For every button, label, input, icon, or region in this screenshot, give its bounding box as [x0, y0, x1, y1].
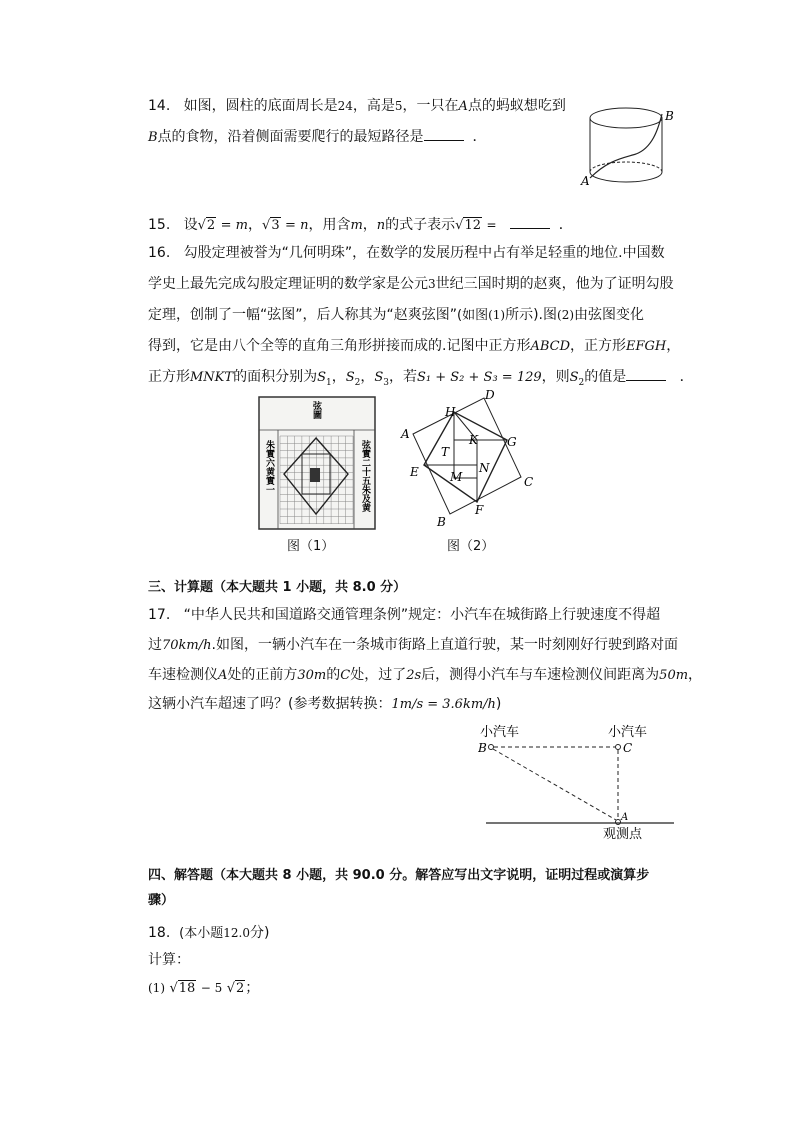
q16-text: 的值是 [584, 369, 627, 385]
q15-line [148, 214, 573, 236]
q17-distance-50: 50m [659, 668, 689, 683]
q18-number: 18. [148, 925, 171, 941]
q16-text: 勾股定理被誉为“几何明珠”，在数学的发展历程中占有举足轻重的地位.中国数 [183, 245, 665, 261]
q17-text: 后，测得小汽车与车速检测仪间距离为 [421, 667, 660, 683]
section-4-heading: 四、解答题（本大题共 8 小题，共 90.0 分。解答应写出文字说明，证明过程或演算步 [148, 868, 650, 883]
square-mnkt: MNKT [190, 370, 234, 385]
q16-line-4 [148, 336, 680, 357]
q16-text: ，若 [389, 369, 417, 385]
q17-number: 17. [148, 607, 171, 623]
fig1-title: 弦圖 [311, 401, 321, 419]
q18-points: 12.0 [223, 926, 250, 940]
q16-period: ． [679, 369, 694, 385]
q18-item-number: (1) [148, 981, 165, 995]
q15-eq-m: = m [220, 218, 249, 233]
q17-line-2 [148, 635, 678, 656]
point-c-marker [616, 745, 621, 750]
s2-sub: 2 [578, 377, 585, 388]
s3-sub: 3 [383, 377, 389, 388]
cylinder-label-a: A [581, 174, 590, 188]
q16-fig-ref-1: (1) [488, 308, 506, 322]
q18-minus-5: − 5 [200, 981, 223, 995]
q17-speed-limit: 70km/h [162, 638, 212, 653]
ant-path [590, 114, 662, 178]
q17-conversion: 1m/s = 3.6km/h [391, 697, 496, 712]
q16-number: 16. [148, 245, 171, 261]
fig-label-a: A [621, 812, 629, 823]
q14-text: 点的蚂蚁想吃到 [467, 98, 566, 114]
fig2-label-d: D [485, 388, 495, 402]
q16-text: ，则 [541, 369, 570, 385]
sqrt-2: √2 [226, 981, 245, 996]
q15-text: 设 [183, 217, 198, 233]
q14-text: 点的食物，沿着侧面需要爬行的最短路径是 [157, 129, 424, 145]
q17-point-c: C [340, 668, 351, 683]
fig-label-b: B [478, 741, 487, 755]
q16-text: (如图 [457, 308, 489, 323]
q14-height: 5 [394, 99, 403, 113]
fig2-caption: 图（2） [447, 539, 495, 554]
sqrt-12: √12 [455, 218, 481, 233]
q16-text: ， [666, 338, 681, 354]
q15-equals: = [486, 218, 497, 232]
s2: S [345, 370, 355, 385]
q15-comma: ， [248, 217, 263, 233]
cylinder-figure [578, 100, 688, 190]
q17-point-a: A [218, 668, 228, 683]
s1: S [317, 370, 326, 385]
q14-text: 如图，圆柱的底面周长是 [183, 98, 338, 114]
q16-text: 的面积分别为 [233, 369, 318, 385]
q14-circumference: 24 [337, 99, 353, 113]
q14-text: ，一只在 [402, 98, 459, 114]
point-b-marker [489, 745, 494, 750]
q17-line-3 [148, 665, 702, 686]
q18-text: 分) [249, 925, 270, 941]
q15-answer-blank[interactable] [510, 214, 550, 229]
q14-line-1 [148, 96, 566, 117]
fig2-label-h: H [445, 405, 456, 419]
q16-sum-equation: S₁ + S₂ + S₃ = 129 [417, 370, 542, 385]
q16-text: ，正方形 [570, 338, 627, 354]
q17-text: “中华人民共和国道路交通管理条例”规定：小汽车在城街路上行驶速度不得超 [183, 607, 661, 623]
cylinder-label-b: B [665, 109, 674, 123]
q15-comma: ， [362, 217, 377, 233]
q15-period: ． [558, 217, 573, 233]
q16-fig-ref-2: (2) [557, 308, 575, 322]
fig-label-c: C [623, 741, 633, 755]
q18-line-1 [148, 923, 269, 944]
q16-comma: ， [331, 369, 346, 385]
s1-sub: 1 [325, 377, 332, 388]
q15-var-n: n [376, 218, 386, 233]
q16-line-3 [148, 305, 644, 326]
fig2-label-g: G [507, 435, 517, 449]
q17-text: 处，过了 [350, 667, 407, 683]
fig2-label-t: T [441, 445, 450, 459]
fig2-label-k: K [469, 433, 478, 447]
q16-text: 世纪三国时期的赵爽，他为了证明勾股 [435, 276, 674, 292]
square-efgh: EFGH [626, 339, 667, 354]
q18-semicolon: ； [245, 980, 260, 996]
q15-var-m: m [350, 218, 363, 233]
q17-text: 的 [326, 667, 341, 683]
fig1-left-text: 朱實六黄實一 [264, 440, 274, 494]
q16-line-2 [148, 274, 674, 294]
q17-line-1 [148, 605, 660, 625]
q17-text: ) [495, 696, 502, 712]
fig1-caption: 图（1） [287, 539, 335, 554]
fig1-right-text: 弦實二十五朱及黄 [360, 440, 370, 512]
q14-line-2 [148, 126, 486, 148]
s3: S [374, 370, 384, 385]
q15-text: 的式子表示 [385, 217, 456, 233]
q15-text: ，用含 [308, 217, 351, 233]
q17-text: .如图，一辆小汽车在一条城市街路上直道行驶，某一时刻刚好行驶到路对面 [211, 637, 678, 653]
q17-distance-30: 30m [297, 668, 327, 683]
fig2-label-n: N [479, 461, 490, 475]
q16-comma: ， [360, 369, 375, 385]
q16-line-1 [148, 243, 665, 263]
sqrt-2: √2 [197, 218, 216, 233]
q16-text: 得到，它是由八个全等的直角三角形拼接而成的.记图中正方形 [148, 338, 531, 354]
q16-answer-blank[interactable] [626, 366, 666, 381]
q16-text: 学史上最先完成勾股定理证明的数学家是公元 [148, 276, 428, 292]
q18-calc-label: 计算： [148, 952, 190, 968]
q16-text: 由弦图变化 [574, 307, 645, 323]
fig2-label-e: E [410, 465, 419, 479]
q17-text: 处的正前方 [227, 667, 298, 683]
q17-text: 过 [148, 637, 162, 653]
q14-text: ，高是 [352, 98, 395, 114]
q17-text: ， [688, 667, 703, 683]
q14-point-b: B [148, 130, 158, 145]
q14-answer-blank[interactable] [424, 126, 464, 141]
q16-text: 定理，创制了一幅“弦图”，后人称其为“赵爽弦图” [148, 307, 458, 323]
car-right-label: 小汽车 [608, 725, 648, 740]
square-abcd: ABCD [530, 339, 571, 354]
q17-text: 车速检测仪 [148, 667, 218, 683]
car-left-label: 小汽车 [480, 725, 520, 740]
geometry-figure-2 [395, 386, 545, 531]
q14-point-a: A [458, 99, 468, 114]
car-speed-figure [478, 720, 678, 845]
fig2-label-f: F [475, 503, 484, 517]
q18-item-1 [148, 978, 259, 999]
sqrt-18: √18 [169, 981, 196, 996]
q16-text: 所示).图 [505, 307, 558, 323]
q15-number: 15. [148, 217, 171, 233]
section-4-heading-cont: 骤） [148, 893, 175, 908]
q16-text: 正方形 [148, 369, 190, 385]
zhao-shuang-figure [258, 396, 376, 530]
q14-period: ． [472, 129, 487, 145]
section-3-heading: 三、计算题（本大题共 1 小题，共 8.0 分） [148, 580, 407, 595]
q15-eq-n: = n [285, 218, 309, 233]
fig2-label-c: C [524, 475, 534, 489]
sqrt-3: √3 [262, 218, 280, 233]
q17-text: 这辆小汽车超速了吗？(参考数据转换： [148, 696, 392, 712]
q17-line-4 [148, 694, 501, 715]
point-a-marker [616, 820, 621, 825]
s2-sub: 2 [354, 377, 361, 388]
q18-text: (本小题 [179, 926, 224, 941]
q17-time: 2s [406, 668, 422, 683]
s2: S [569, 370, 579, 385]
fig2-label-a: A [401, 427, 410, 441]
q16-century: 3 [428, 277, 436, 291]
fig2-label-b: B [437, 515, 446, 529]
q14-number: 14. [148, 98, 171, 114]
fig2-label-m: M [450, 470, 463, 484]
observation-point-label: 观测点 [603, 827, 643, 842]
